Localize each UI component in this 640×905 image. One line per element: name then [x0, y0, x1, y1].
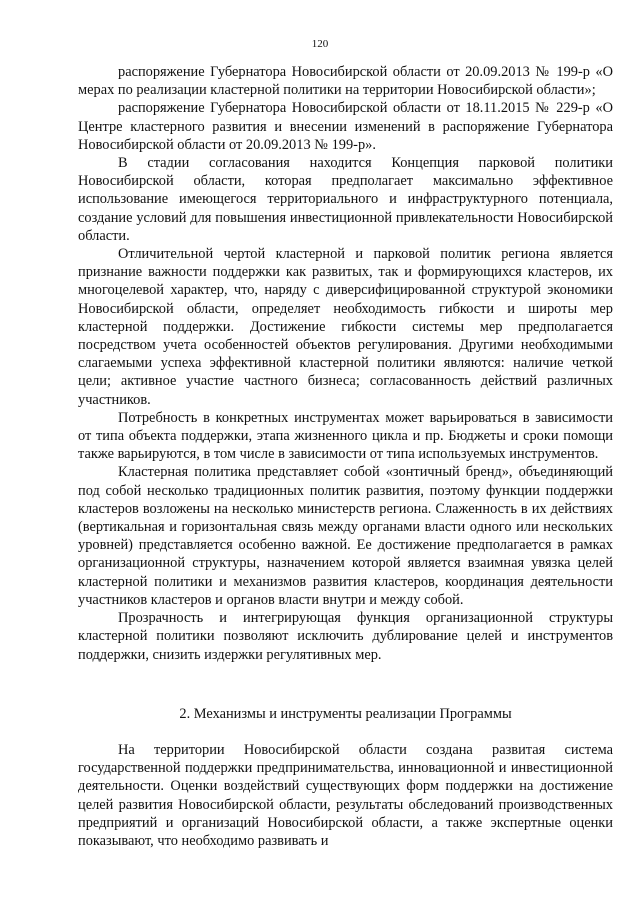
- paragraph-distinctive-features: Отличительной чертой кластерной и парковой политик региона является признание важности поддержки как развитых, так и формирующихся кластеров, их многоцелевой характер, что, наряду с диверсифицированной структурой экономики Новосибирской области, определяет необходимость гибкости и широты мер кластерной поддержки. Достижение гибкости системы мер предполагается посредством учета особенностей объектов регулирования. Другими необходимыми слагаемыми успеха эффективной кластерной политики являются: наличие четкой цели; активное участие частного бизнеса; согласованность действий различных участников.: [78, 246, 613, 408]
- paragraph-support-system: На территории Новосибирской области создана развитая система государственной поддержки предпринимательства, инновационной и инвестиционной деятельности. Оценки воздействий существующих форм поддержки на достижение целей развития Новосибирской области, результаты обследований производственных предприятий и организаций Новосибирской области, а также экспертные оценки показывают, что необходимо развивать и: [78, 742, 613, 850]
- section-heading: 2. Механизмы и инструменты реализации Программы: [179, 706, 512, 722]
- paragraph-umbrella-brand: Кластерная политика представляет собой «зонтичный бренд», объединяющий под собой несколько традиционных политик развития, поэтому функции поддержки кластеров возложены на несколько министерств региона. Слаженность в их действиях (вертикальная и горизонтальная связь между органами власти одного или нескольких уровней) представляется особенно важной. Ее достижение предполагается в рамках организационной структуры, назначением которой является взаимная увязка целей кластерной политики и механизмов развития кластеров, координация деятельности участников кластеров и органов власти внутри и между собой.: [78, 464, 613, 608]
- paragraph-decree-2013: распоряжение Губернатора Новосибирской области от 20.09.2013 № 199-р «О мерах по реализации кластерной политики на территории Новосибирской области»;: [78, 64, 613, 99]
- paragraph-transparency: Прозрачность и интегрирующая функция организационной структуры кластерной политики позволяют исключить дублирование целей и инструментов поддержки, снизить издержки регулятивных мер.: [78, 610, 613, 663]
- paragraph-decree-2015: распоряжение Губернатора Новосибирской области от 18.11.2015 № 229-р «О Центре кластерного развития и внесении изменений в распоряжение Губернатора Новосибирской области от 20.09.2013 № 199-р».: [78, 100, 613, 153]
- page-number: 120: [311, 38, 329, 50]
- body-text: [78, 63, 613, 664]
- section-text: [78, 741, 613, 850]
- paragraph-park-policy-concept: В стадии согласования находится Концепция парковой политики Новосибирской области, которая предполагает максимально эффективное использование имеющегося территориального и инфраструктурного потенциала, создание условий для повышения инвестиционной привлекательности Новосибирской области.: [78, 155, 613, 244]
- paragraph-instrument-needs: Потребность в конкретных инструментах может варьироваться в зависимости от типа объекта поддержки, этапа жизненного цикла и пр. Бюджеты и сроки помощи также варьируются, в том числе в зависимости от типа используемых инструментов.: [78, 409, 613, 463]
